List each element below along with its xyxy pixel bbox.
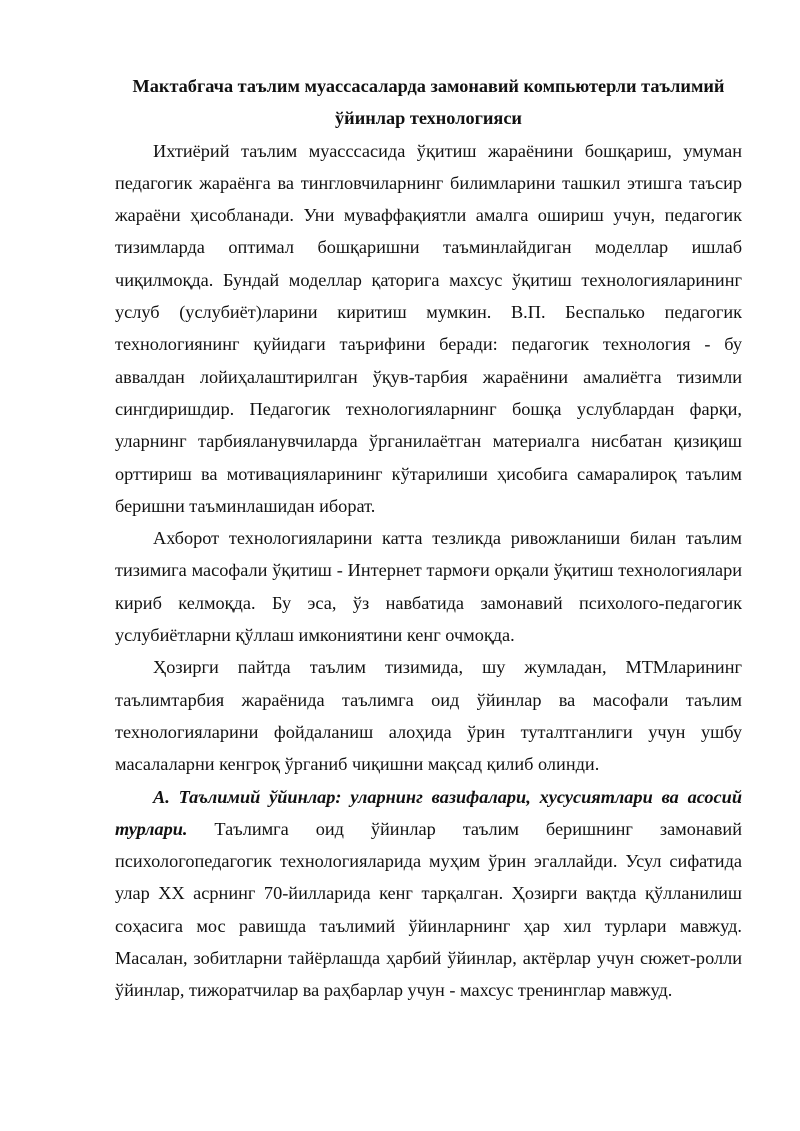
document-title: Мактабгача таълим муассасаларда замонавий компьютерли таълимий ўйинлар технологияси (132, 76, 725, 129)
paragraph-text: Ахборот технологияларини катта тезликда ривожланиши билан таълим тизимига масофали ўқитиш - Интернет тармоғи орқали ўқитиш технологиялари кириб келмоқда. Бу эса, ўз навбатида замонавий психолого-педагогик услубиётларни қўллаш имкониятини кенг очмоқда. (115, 528, 742, 646)
paragraph-4 (115, 781, 742, 1007)
paragraph-text: Ҳозирги пайтда таълим тизимида, шу жумладан, МТМларининг таълимтарбия жараёнида таълимга оид ўйинлар ва масофали таълим технологияларини фойдаланиш алоҳида ўрин туталтганлиги учун ушбу масалаларни кенгроқ ўрганиб чиқишни мақсад қилиб олинди. (115, 657, 742, 775)
document-page (115, 70, 742, 1007)
paragraph-text: Ихтиёрий таълим муасссасида ўқитиш жараёнини бошқариш, умуман педагогик жараёнга ва тингловчиларнинг билимларини ташкил этишга таъсир жараёни ҳисобланади. Уни муваффақиятли амалга ошириш учун, педагогик тизимларда оптимал бошқаришни таъминлайдиган моделлар ишлаб чиқилмоқда. Бундай моделлар қаторига махсус ўқитиш технологияларининг услуб (услубиёт)ларини киритиш мумкин. В.П. Беспалько педагогик технологиянинг қуйидаги таърифини беради: педагогик технология - бу аввалдан лойиҳалаштирилган ўқув-тарбия жараёнини амалиётга тизимли сингдиришдир. Педагогик технологияларнинг бошқа услублардан фарқи, уларнинг тарбияланувчиларда ўрганилаётган материалга нисбатан қизиқиш орттириш ва мотивацияларининг кўтарилиши ҳисобига самаралироқ таълим беришни таъминлашидан иборат. (115, 140, 742, 516)
paragraph-text: Таълимга оид ўйинлар таълим беришнинг замонавий психологопедагогик технологияларида муҳим ўрин эгаллайди. Усул сифатида улар XX асрнинг 70-йилларида кенг тарқалган. Ҳозирги вақтда қўлланилиш соҳасига мос равишда таълимий ўйинларнинг ҳар хил турлари мавжуд. Масалан, зобитларни тайёрлашда ҳарбий ўйинлар, актёрлар учун сюжет-ролли ўйинлар, тижоратчилар ва раҳбарлар учун - махсус тренинглар мавжуд. (115, 818, 742, 1001)
paragraph-3 (115, 651, 742, 780)
paragraph-1 (115, 135, 742, 523)
paragraph-2 (115, 522, 742, 651)
section-heading-inline: А. Таълимий ўйинлар: уларнинг вазифалари, хусусиятлари ва асосий турлари. (115, 786, 742, 839)
